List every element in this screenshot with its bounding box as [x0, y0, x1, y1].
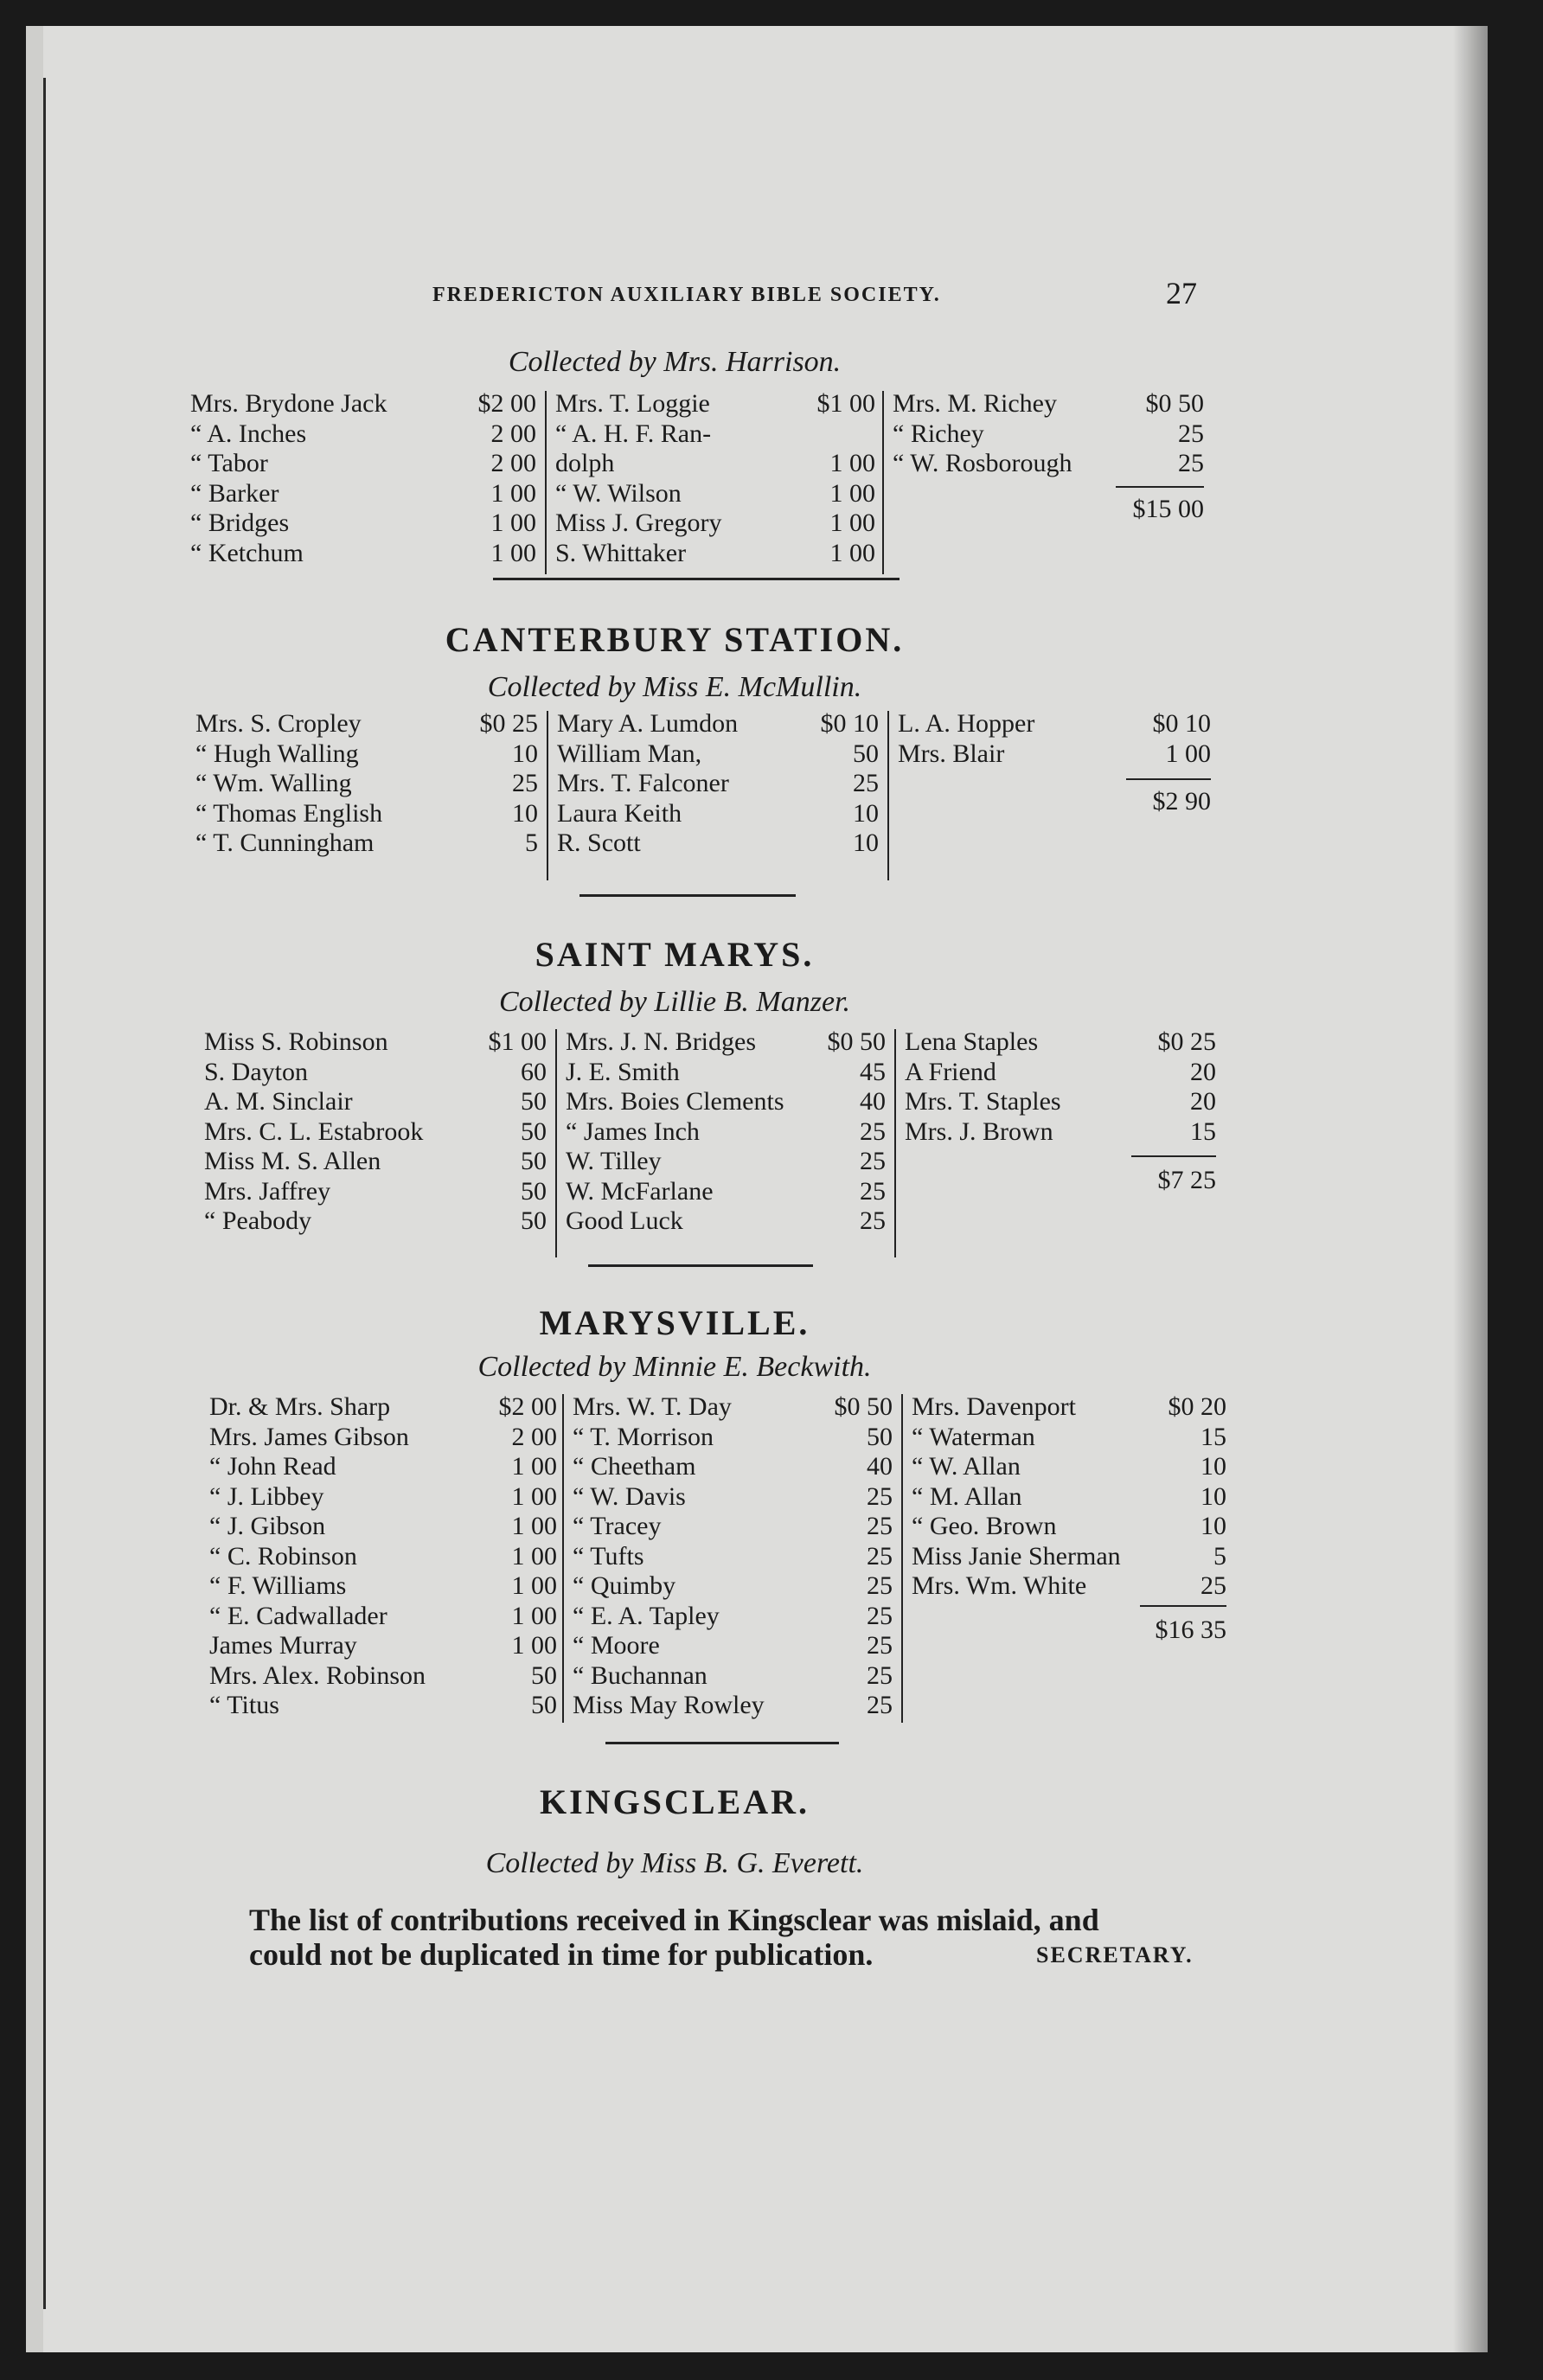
collector-heading: Collected by Minnie E. Beckwith.	[477, 1351, 872, 1383]
contributor-name: Mrs. Boies Clements	[566, 1087, 784, 1116]
contributor-name: Mrs. T. Staples	[905, 1087, 1061, 1116]
total-rule	[1116, 486, 1204, 488]
contribution-amount: 25	[860, 1116, 886, 1146]
contributor-name: Mrs. J. N. Bridges	[566, 1027, 757, 1056]
contribution-amount: 10	[1200, 1452, 1226, 1481]
contribution-amount: 50	[531, 1660, 557, 1690]
contributor-row	[209, 1631, 557, 1661]
contributor-name: “ E. A. Tapley	[573, 1601, 720, 1630]
column-divider	[545, 391, 547, 574]
contributor-name: Mrs. W. T. Day	[573, 1392, 732, 1421]
contributor-name: W. Tilley	[566, 1147, 662, 1175]
contributor-column	[898, 709, 1211, 769]
contributor-name: “ Tabor	[190, 449, 268, 477]
contributor-column	[204, 1027, 547, 1237]
contribution-amount: 1 00	[829, 449, 875, 477]
contributor-name: “ J. Libbey	[209, 1481, 324, 1511]
contributor-row	[209, 1571, 557, 1602]
contributor-name: “ Quimby	[573, 1571, 676, 1600]
contributor-name: Miss S. Robinson	[204, 1027, 388, 1056]
contributor-row	[905, 1027, 1216, 1058]
contributor-name: Lena Staples	[905, 1027, 1039, 1056]
contributor-row	[573, 1571, 893, 1602]
contributor-row	[573, 1602, 893, 1632]
contributor-row	[555, 449, 875, 479]
contributor-row	[566, 1027, 886, 1058]
contributor-row	[893, 449, 1204, 479]
contributor-row	[190, 419, 536, 450]
section-rule	[588, 1264, 813, 1267]
contribution-amount: 1 00	[490, 509, 536, 537]
contributor-name: “ Tracey	[573, 1512, 662, 1540]
contributor-name: Mrs. Blair	[898, 739, 1005, 768]
contributor-name: “ Ketchum	[190, 538, 304, 567]
contributor-name: Mrs. James Gibson	[209, 1422, 409, 1451]
contributor-name: “ J. Gibson	[209, 1512, 326, 1540]
contributor-name: S. Whittaker	[555, 538, 687, 567]
contribution-amount: $1 00	[488, 1027, 547, 1056]
contribution-amount: 25	[867, 1541, 893, 1571]
contributor-row	[209, 1542, 557, 1572]
contribution-amount: 50	[521, 1147, 547, 1175]
contributor-name: “ M. Allan	[912, 1481, 1022, 1511]
contributor-name: “ Buchannan	[573, 1660, 707, 1690]
contributor-row	[195, 769, 538, 799]
contributor-row	[209, 1661, 557, 1692]
section-heading: KINGSCLEAR.	[540, 1782, 810, 1821]
contribution-amount: 1 00	[511, 1571, 557, 1600]
contribution-amount: 1 00	[829, 538, 875, 567]
contribution-amount: 1 00	[490, 478, 536, 508]
contribution-amount: $0 25	[479, 709, 538, 738]
contributor-row	[912, 1452, 1226, 1482]
contributor-name: “ Richey	[893, 419, 984, 448]
contribution-amount: 40	[867, 1452, 893, 1481]
contributor-name: “ W. Davis	[573, 1481, 686, 1511]
contributor-row	[573, 1542, 893, 1572]
contributor-row	[573, 1452, 893, 1482]
contribution-amount: 25	[860, 1176, 886, 1206]
contributor-row	[573, 1691, 893, 1721]
note-line: could not be duplicated in time for publication.	[249, 1937, 874, 1972]
contribution-amount: $0 10	[820, 709, 879, 738]
contribution-amount: 25	[860, 1206, 886, 1235]
contribution-amount: 15	[1200, 1422, 1226, 1451]
contribution-amount: 1 00	[490, 538, 536, 567]
contributor-name: Good Luck	[566, 1206, 683, 1235]
contributor-name: A. M. Sinclair	[204, 1087, 353, 1116]
contribution-amount: 1 00	[511, 1631, 557, 1660]
contribution-amount: 1 00	[1165, 739, 1211, 768]
contributor-row	[573, 1661, 893, 1692]
contributor-name: Mrs. T. Loggie	[555, 389, 710, 418]
contributor-name: Laura Keith	[557, 798, 682, 828]
contributor-name: Miss J. Gregory	[555, 509, 722, 537]
contributor-row	[898, 739, 1211, 770]
contributor-name: Mrs. M. Richey	[893, 389, 1057, 418]
contributor-row	[557, 829, 879, 859]
contributor-row	[573, 1392, 893, 1423]
contributor-column	[893, 389, 1204, 479]
contributor-name: William Man,	[557, 739, 702, 768]
contribution-amount: 10	[853, 798, 879, 828]
contributor-row	[566, 1058, 886, 1088]
contributor-name: “ C. Robinson	[209, 1541, 357, 1571]
collector-heading: Collected by Miss B. G. Everett.	[485, 1847, 864, 1879]
column-divider	[901, 1394, 903, 1723]
contribution-amount: $2 00	[477, 389, 536, 418]
contributor-row	[557, 769, 879, 799]
contributor-row	[195, 829, 538, 859]
contributor-name: Mary A. Lumdon	[557, 709, 739, 738]
contribution-amount: 50	[853, 739, 879, 768]
contributor-row	[893, 389, 1204, 419]
signature: SECRETARY.	[1036, 1942, 1194, 1967]
contributor-row	[195, 739, 538, 770]
contribution-amount: 20	[1190, 1057, 1216, 1086]
contributor-row	[573, 1423, 893, 1453]
contributor-row	[573, 1631, 893, 1661]
contributor-column	[190, 389, 536, 568]
contributor-row	[195, 799, 538, 829]
contributor-row	[566, 1206, 886, 1237]
contributor-row	[905, 1058, 1216, 1088]
contribution-amount: 1 00	[511, 1541, 557, 1571]
total-rule	[1131, 1155, 1216, 1157]
running-header: FREDERICTON AUXILIARY BIBLE SOCIETY.	[432, 284, 941, 306]
column-divider	[562, 1394, 564, 1723]
column-divider	[887, 711, 889, 880]
contributor-row	[204, 1147, 547, 1177]
contributor-row	[204, 1027, 547, 1058]
contributor-name: dolph	[555, 449, 615, 477]
contributor-name: Mrs. J. Brown	[905, 1116, 1053, 1146]
section-heading: MARYSVILLE.	[539, 1303, 810, 1342]
contributor-column	[555, 389, 875, 568]
contribution-amount: 25	[867, 1691, 893, 1719]
contributor-name: “ W. Allan	[912, 1452, 1021, 1481]
contributor-row	[555, 419, 875, 450]
contributor-name: “ Barker	[190, 478, 279, 508]
contributor-name: “ Hugh Walling	[195, 739, 359, 768]
contribution-amount: 50	[521, 1116, 547, 1146]
contribution-amount: 1 00	[829, 509, 875, 537]
contribution-amount: 25	[1178, 449, 1204, 477]
contribution-amount: 1 00	[511, 1512, 557, 1540]
contributor-name: “ F. Williams	[209, 1571, 347, 1600]
contributor-name: J. E. Smith	[566, 1057, 680, 1086]
contribution-amount: 15	[1190, 1116, 1216, 1146]
contributor-row	[195, 709, 538, 739]
contributor-name: Miss May Rowley	[573, 1691, 765, 1719]
contributor-row	[912, 1392, 1226, 1423]
section-total: $7 25	[1157, 1166, 1216, 1194]
contribution-amount: 45	[860, 1057, 886, 1086]
contributor-name: “ T. Morrison	[573, 1422, 714, 1451]
contributor-name: “ T. Cunningham	[195, 829, 375, 857]
contributor-row	[204, 1058, 547, 1088]
contributor-name: “ James Inch	[566, 1116, 700, 1146]
contributor-row	[209, 1482, 557, 1513]
contributor-name: “ Tufts	[573, 1541, 644, 1571]
section-rule	[579, 894, 796, 897]
contribution-amount: 2 00	[511, 1422, 557, 1451]
contributor-name: “ W. Rosborough	[893, 449, 1072, 477]
page-gutter	[26, 26, 43, 2352]
contributor-row	[190, 539, 536, 569]
contribution-amount: 1 00	[511, 1481, 557, 1511]
contributor-name: “ Wm. Walling	[195, 769, 352, 797]
collector-heading: Collected by Lillie B. Manzer.	[498, 986, 851, 1018]
contributor-row	[912, 1423, 1226, 1453]
section-heading: CANTERBURY STATION.	[445, 620, 905, 659]
contributor-column	[209, 1392, 557, 1721]
contribution-amount: $0 50	[834, 1392, 893, 1421]
contributor-name: Mrs. C. L. Estabrook	[204, 1116, 424, 1146]
contribution-amount: 25	[867, 1512, 893, 1540]
contributor-name: A Friend	[905, 1057, 996, 1086]
contributor-name: Mrs. T. Falconer	[557, 769, 729, 797]
contribution-amount: 50	[531, 1691, 557, 1719]
contributor-name: Mrs. Alex. Robinson	[209, 1660, 426, 1690]
contributor-name: Mrs. Jaffrey	[204, 1176, 331, 1206]
contributor-row	[893, 419, 1204, 450]
contribution-amount: $0 20	[1168, 1392, 1226, 1421]
column-divider	[547, 711, 548, 880]
contributor-name: S. Dayton	[204, 1057, 308, 1086]
contributor-name: Miss M. S. Allen	[204, 1147, 381, 1175]
section-total: $2 90	[1152, 787, 1211, 816]
contributor-row	[566, 1117, 886, 1148]
contributor-row	[190, 509, 536, 539]
contributor-row	[912, 1482, 1226, 1513]
contributor-name: “ Titus	[209, 1691, 279, 1719]
contribution-amount: 50	[521, 1087, 547, 1116]
contribution-amount: 10	[512, 798, 538, 828]
note-line: The list of contributions received in Kingsclear was mislaid, and	[249, 1903, 1099, 1937]
contribution-amount: 2 00	[490, 449, 536, 477]
contribution-amount: 25	[867, 1660, 893, 1690]
contributor-name: “ Cheetham	[573, 1452, 696, 1481]
contributor-row	[555, 479, 875, 509]
contribution-amount: $1 00	[816, 389, 875, 418]
contributor-name: “ Bridges	[190, 509, 290, 537]
book-page	[26, 26, 1488, 2352]
total-rule	[1140, 1605, 1226, 1607]
contributor-row	[209, 1691, 557, 1721]
page-number: 27	[1166, 276, 1197, 310]
contributor-row	[209, 1512, 557, 1542]
contributor-row	[912, 1542, 1226, 1572]
contributor-name: “ E. Cadwallader	[209, 1601, 387, 1630]
contributor-row	[209, 1602, 557, 1632]
contribution-amount: 25	[853, 769, 879, 797]
contributor-row	[209, 1452, 557, 1482]
contribution-amount: 10	[1200, 1481, 1226, 1511]
contribution-amount: 60	[521, 1057, 547, 1086]
contribution-amount: 20	[1190, 1087, 1216, 1116]
contribution-amount: $2 00	[498, 1392, 557, 1421]
contribution-amount: 50	[867, 1422, 893, 1451]
contributor-row	[555, 389, 875, 419]
contributor-row	[204, 1117, 547, 1148]
contribution-amount: 10	[512, 739, 538, 768]
contributor-row	[905, 1117, 1216, 1148]
contribution-amount: $0 25	[1157, 1027, 1216, 1056]
contribution-amount: 25	[867, 1481, 893, 1511]
contribution-amount: 1 00	[511, 1601, 557, 1630]
column-divider	[882, 391, 884, 574]
contributor-column	[912, 1392, 1226, 1602]
contributor-row	[557, 799, 879, 829]
section-rule	[605, 1742, 839, 1744]
contributor-name: W. McFarlane	[566, 1176, 714, 1206]
section-rule	[493, 578, 900, 580]
contribution-amount: 5	[525, 829, 538, 857]
contribution-amount: 25	[512, 769, 538, 797]
contributor-row	[204, 1206, 547, 1237]
contributor-row	[905, 1087, 1216, 1117]
contributor-row	[898, 709, 1211, 739]
contribution-amount: 25	[1200, 1571, 1226, 1600]
contribution-amount: $0 10	[1152, 709, 1211, 738]
contributor-row	[209, 1423, 557, 1453]
column-divider	[894, 1029, 896, 1257]
contributor-row	[209, 1392, 557, 1423]
contributor-name: “ Waterman	[912, 1422, 1035, 1451]
contribution-amount: 5	[1213, 1541, 1226, 1571]
contributor-row	[190, 479, 536, 509]
contributor-column	[905, 1027, 1216, 1147]
contribution-amount: 50	[521, 1176, 547, 1206]
contributor-name: L. A. Hopper	[898, 709, 1035, 738]
contribution-amount: 25	[867, 1631, 893, 1660]
contributor-column	[573, 1392, 893, 1721]
contribution-amount: 25	[867, 1571, 893, 1600]
contributor-name: “ A. H. F. Ran-	[555, 419, 712, 448]
contributor-column	[566, 1027, 886, 1237]
contribution-amount: 10	[1200, 1512, 1226, 1540]
contributor-row	[573, 1482, 893, 1513]
contribution-amount: 25	[1178, 419, 1204, 448]
contribution-amount: 1 00	[829, 478, 875, 508]
contributor-name: Mrs. Brydone Jack	[190, 389, 387, 418]
contributor-row	[204, 1087, 547, 1117]
contributor-row	[190, 449, 536, 479]
section-total: $16 35	[1155, 1615, 1226, 1644]
section-heading: SAINT MARYS.	[535, 935, 815, 974]
total-rule	[1126, 778, 1211, 780]
collector-heading: Collected by Miss E. McMullin.	[487, 671, 862, 703]
contributor-name: “ Thomas English	[195, 798, 383, 828]
contributor-name: Miss Janie Sherman	[912, 1541, 1121, 1571]
contributor-name: Mrs. S. Cropley	[195, 709, 362, 738]
collector-heading: Collected by Mrs. Harrison.	[508, 346, 842, 378]
contributor-row	[190, 389, 536, 419]
contributor-row	[566, 1087, 886, 1117]
contributor-name: “ Geo. Brown	[912, 1512, 1057, 1540]
contribution-amount: 50	[521, 1206, 547, 1235]
contributor-name: R. Scott	[557, 829, 641, 857]
section-total: $15 00	[1132, 495, 1204, 523]
contributor-row	[555, 509, 875, 539]
contribution-amount: 10	[853, 829, 879, 857]
contribution-amount: $0 50	[1145, 389, 1204, 418]
contributor-name: Dr. & Mrs. Sharp	[209, 1392, 391, 1421]
gutter-line	[43, 78, 46, 2309]
contributor-name: James Murray	[209, 1631, 357, 1660]
contributor-row	[912, 1571, 1226, 1602]
contributor-column	[195, 709, 538, 859]
contributor-row	[557, 739, 879, 770]
contribution-amount: 40	[860, 1087, 886, 1116]
contributor-row	[204, 1177, 547, 1207]
contributor-row	[566, 1177, 886, 1207]
contributor-column	[557, 709, 879, 859]
contribution-amount: 25	[867, 1601, 893, 1630]
contribution-amount: 2 00	[490, 419, 536, 448]
contributor-name: “ A. Inches	[190, 419, 307, 448]
column-divider	[555, 1029, 557, 1257]
contribution-amount: 25	[860, 1147, 886, 1175]
contributor-row	[573, 1512, 893, 1542]
contributor-row	[566, 1147, 886, 1177]
contribution-amount: 1 00	[511, 1452, 557, 1481]
contribution-amount: $0 50	[827, 1027, 886, 1056]
contributor-name: Mrs. Davenport	[912, 1392, 1076, 1421]
contributor-row	[555, 539, 875, 569]
contributor-row	[912, 1512, 1226, 1542]
contributor-name: “ Moore	[573, 1631, 660, 1660]
contributor-row	[557, 709, 879, 739]
contributor-name: Mrs. Wm. White	[912, 1571, 1087, 1600]
page-edge-shadow	[1453, 26, 1488, 2352]
contributor-name: “ Peabody	[204, 1206, 312, 1235]
contributor-name: “ John Read	[209, 1452, 336, 1481]
contributor-name: “ W. Wilson	[555, 478, 682, 508]
